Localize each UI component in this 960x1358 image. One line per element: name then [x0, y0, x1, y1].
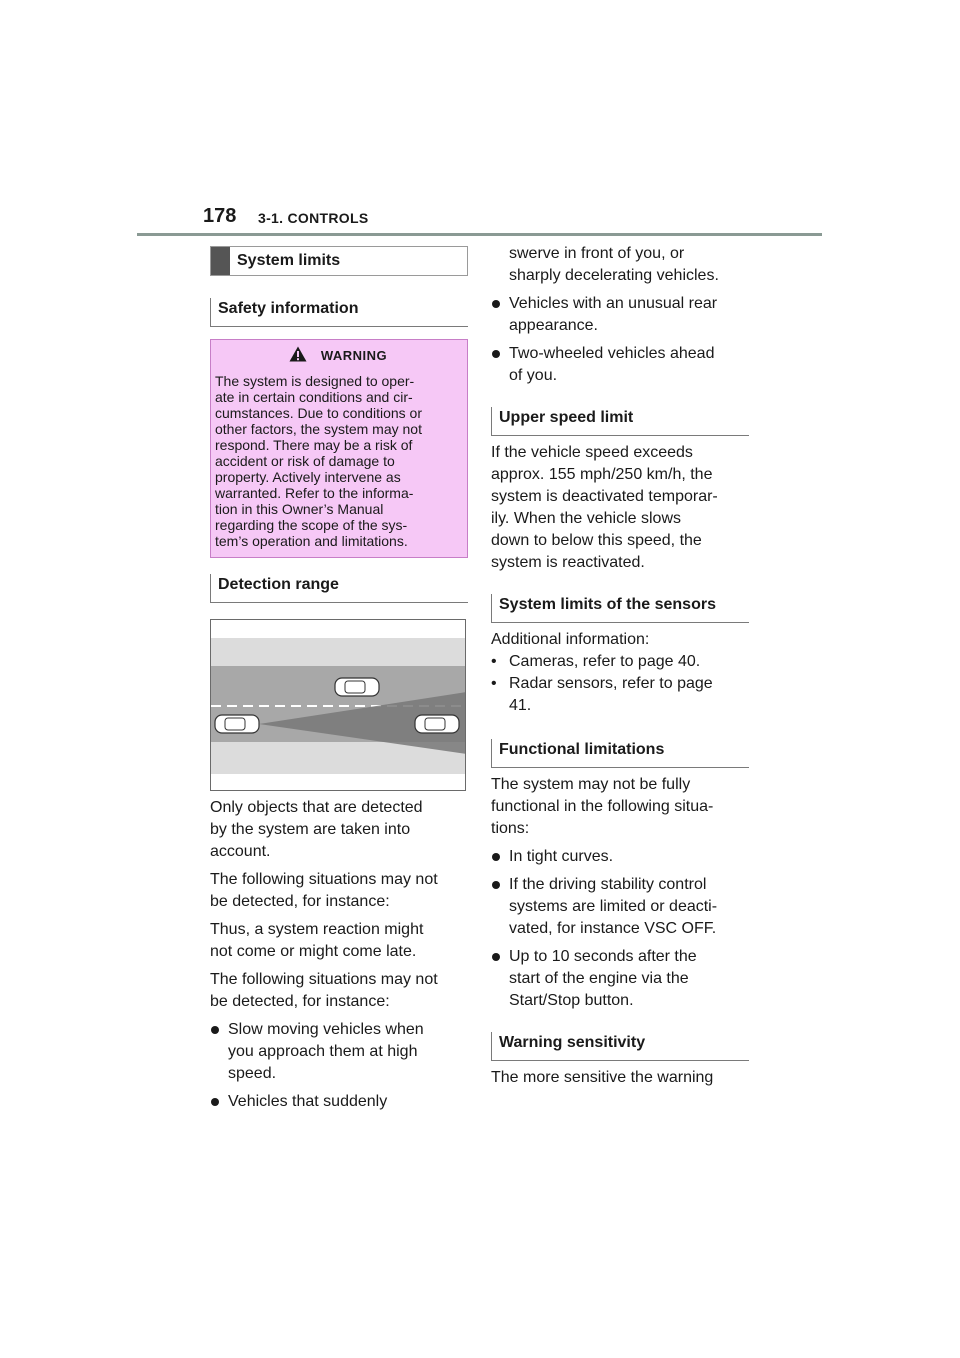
section-title: 3-1. CONTROLS — [258, 210, 369, 226]
warning-title: WARNING — [320, 348, 388, 363]
warning-line: regarding the scope of the sys- — [215, 517, 408, 533]
sensor-refs-list — [491, 651, 749, 717]
sensor-limits-heading — [491, 594, 749, 623]
warning-line: cumstances. Due to conditions or — [215, 405, 422, 421]
situations-list — [210, 1019, 468, 1113]
warning-line: The system is designed to oper- — [215, 373, 415, 389]
functional-limitations-label: Functional limitations — [499, 741, 665, 758]
detection-range-label: Detection range — [218, 576, 339, 593]
list-item: Slow moving vehicles when you approach them at high speed. — [210, 1019, 468, 1085]
warning-line: tion in this Owner’s Manual — [215, 501, 384, 517]
warning-line: warranted. Refer to the informa- — [215, 485, 414, 501]
detection-range-illustration — [211, 620, 466, 791]
functional-list — [491, 846, 749, 1012]
bullet-icon — [492, 300, 500, 308]
warning-line: tem’s operation and limitations. — [215, 533, 408, 549]
upper-speed-limit-heading — [491, 407, 749, 436]
list-item: Up to 10 seconds after the start of the engine via the Start/Stop button. — [491, 946, 749, 1012]
right-column — [491, 243, 749, 1095]
warning-text — [215, 373, 461, 549]
list-item-cont: swerve in front of you, or sharply decelerating vehicles. — [509, 245, 719, 284]
para-not-detected-2: The following situations may not be detected, for instance: — [210, 971, 438, 1010]
list-item: • Cameras, refer to page 40. — [491, 653, 701, 670]
para-functional: The system may not be fully functional in the following situa- tions: — [491, 776, 714, 837]
car-ahead-right — [415, 715, 459, 733]
safety-information-heading — [210, 298, 468, 327]
warning-header — [215, 346, 461, 363]
warning-line: respond. There may be a risk of — [215, 437, 413, 453]
para-not-detected: The following situations may not be detected, for instance: — [210, 871, 438, 910]
warning-sensitivity-label: Warning sensitivity — [499, 1034, 646, 1051]
situations-list-cont — [491, 243, 749, 387]
warning-line: ate in certain conditions and cir- — [215, 389, 413, 405]
car-ahead-left — [335, 678, 379, 696]
heading-bar — [211, 247, 230, 275]
bullet-icon — [492, 881, 500, 889]
additional-info: Additional information: — [491, 631, 650, 648]
sensor-limits-label: System limits of the sensors — [499, 596, 716, 613]
para-speed-limit: If the vehicle speed exceeds approx. 155 mph/250 km/h, the system is deactivated temporar- ily. When the vehicle slows down to below this speed, the system is reactivated. — [491, 444, 718, 571]
left-column — [210, 246, 468, 1119]
list-item: • Radar sensors, refer to page 41. — [491, 675, 713, 714]
list-item: Two-wheeled vehicles ahead of you. — [491, 343, 749, 387]
detection-range-figure — [210, 619, 466, 791]
bullet-icon — [492, 953, 500, 961]
warning-sensitivity-heading — [491, 1032, 749, 1061]
car-ego — [215, 715, 259, 733]
safety-information-label: Safety information — [218, 300, 359, 317]
warning-line: accident or risk of damage to — [215, 453, 395, 469]
warning-line: other factors, the system may not — [215, 421, 422, 437]
warning-line: property. Actively intervene as — [215, 469, 401, 485]
list-item: Vehicles that suddenly — [210, 1091, 468, 1113]
warning-box — [210, 339, 468, 558]
system-limits-label: System limits — [237, 252, 341, 269]
bullet-icon — [211, 1098, 219, 1106]
warning-icon — [289, 346, 307, 362]
bullet-icon — [492, 853, 500, 861]
bullet-icon — [211, 1026, 219, 1034]
detection-range-heading — [210, 574, 468, 603]
para-system-reaction: Thus, a system reaction might not come or might come late. — [210, 921, 424, 960]
list-item: In tight curves. — [491, 846, 749, 868]
para-detected-objects: Only objects that are detected by the system are taken into account. — [210, 799, 423, 860]
system-limits-heading — [210, 246, 468, 276]
bullet-icon — [492, 350, 500, 358]
page-number: 178 — [203, 205, 237, 227]
header-rule — [137, 233, 822, 236]
para-sensitivity: The more sensitive the warning — [491, 1069, 714, 1086]
functional-limitations-heading — [491, 739, 749, 768]
list-item: Vehicles with an unusual rear appearance. — [491, 293, 749, 337]
upper-speed-limit-label: Upper speed limit — [499, 409, 634, 426]
list-item: If the driving stability control systems are limited or deacti- vated, for instance VSC OFF. — [491, 874, 749, 940]
